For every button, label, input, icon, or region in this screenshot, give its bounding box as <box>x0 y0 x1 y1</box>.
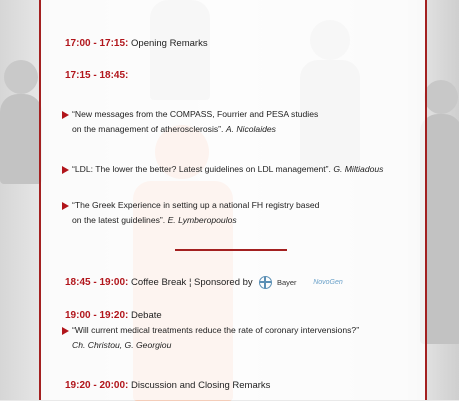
bullet-arrow-icon <box>62 166 69 174</box>
bullet-arrow-icon <box>62 327 69 335</box>
talk-2 <box>72 162 383 177</box>
talk-3 <box>72 198 319 228</box>
coffee-time: 18:45 - 19:00: <box>65 277 129 289</box>
closing-row <box>65 380 270 391</box>
debate-question-block <box>72 323 359 353</box>
session1-row <box>65 70 128 81</box>
debate-speakers: Ch. Christou, G. Georgiou <box>72 340 172 350</box>
talk-3-title-2: on the latest guidelines”. <box>72 215 166 225</box>
debate-time: 19:00 - 19:20: <box>65 310 129 321</box>
session1-time: 17:15 - 18:45: <box>65 70 129 81</box>
debate-row <box>65 310 162 321</box>
opening-time: 17:00 - 17:15: <box>65 38 129 49</box>
closing-title: Discussion and Closing Remarks <box>131 380 271 391</box>
talk-3-title: “The Greek Experience in setting up a national FH registry based <box>72 200 320 210</box>
sponsor-novogen-logo: NovoGen <box>313 279 343 286</box>
talk-2-title: “LDL: The lower the better? Latest guidelines on LDL management”. <box>72 164 331 174</box>
talk-1-speaker: A. Nicolaides <box>225 124 276 134</box>
sponsor-label: Sponsored by <box>194 277 253 289</box>
talk-3-speaker: E. Lymberopoulos <box>167 215 237 225</box>
section-divider <box>175 249 287 251</box>
talk-1-title-2: on the management of atherosclerosis”. <box>72 124 224 134</box>
talk-2-speaker: G. Miltiadous <box>333 164 384 174</box>
opening-title: Opening Remarks <box>131 38 208 49</box>
bullet-arrow-icon <box>62 202 69 210</box>
coffee-separator: ¦ <box>188 277 192 289</box>
opening-row <box>65 38 208 49</box>
bayer-cross-icon <box>259 276 272 289</box>
talk-1 <box>72 107 318 137</box>
coffee-title: Coffee Break <box>131 277 187 289</box>
closing-time: 19:20 - 20:00: <box>65 380 129 391</box>
debate-title: Debate <box>131 310 162 321</box>
sponsor-bayer: Bayer <box>276 278 297 287</box>
debate-question: “Will current medical treatments reduce the rate of coronary intervensions?” <box>72 325 360 335</box>
bullet-arrow-icon <box>62 111 69 119</box>
coffee-row <box>65 276 343 289</box>
talk-1-title: “New messages from the COMPASS, Fourrier and PESA studies <box>72 109 319 119</box>
